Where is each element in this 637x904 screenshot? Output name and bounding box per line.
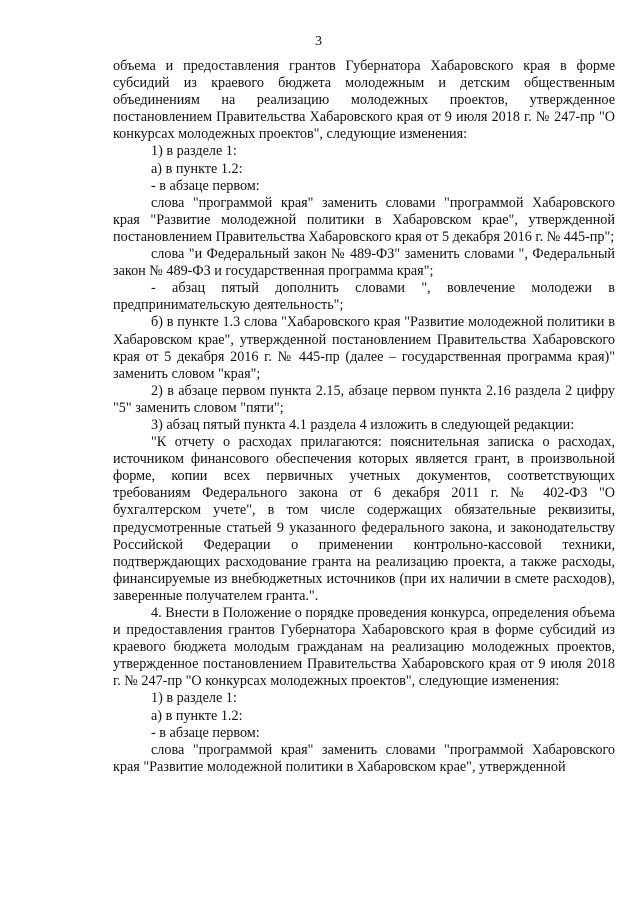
- paragraph: слова "программой края" заменить словами "программой Хабаровского края "Развитие молодежной политики в Хабаровском крае", утвержденной: [113, 741, 615, 775]
- paragraph: а) в пункте 1.2:: [151, 707, 243, 724]
- paragraph: - в абзаце первом:: [151, 724, 260, 741]
- paragraph: слова "и Федеральный закон № 489-ФЗ" заменить словами ", Федеральный закон № 489-ФЗ и государственная программа края";: [113, 246, 615, 280]
- page-number: 3: [315, 34, 322, 49]
- document-body: [113, 58, 615, 776]
- paragraph: 1) в разделе 1:: [151, 143, 237, 160]
- paragraph: объема и предоставления грантов Губернатора Хабаровского края в форме субсидий из краевого бюджета молодежным и детским общественным объединениям на реализацию молодежных проектов, утвержденное постановлением Правительства Хабаровского края от 9 июля 2018 г. № 247-пр "О конкурсах молодежных проектов", следующие изменения:: [113, 58, 615, 143]
- paragraph: - абзац пятый дополнить словами ", вовлечение молодежи в предпринимательскую деятельность";: [113, 280, 615, 314]
- paragraph: слова "программой края" заменить словами "программой Хабаровского края "Развитие молодежной политики в Хабаровском крае", утвержденной постановлением Правительства Хабаровского края от 5 декабря 2016 г. № 445-пр";: [113, 194, 615, 245]
- paragraph: 3) абзац пятый пункта 4.1 раздела 4 изложить в следующей редакции:: [151, 416, 575, 433]
- paragraph: - в абзаце первом:: [151, 177, 260, 194]
- paragraph: 1) в разделе 1:: [151, 690, 237, 707]
- paragraph: 4. Внести в Положение о порядке проведения конкурса, определения объема и предоставления грантов Губернатора Хабаровского края в форме субсидий из краевого бюджета молодым гражданам на реализацию молодежных проектов, утвержденное постановлением Правительства Хабаровского края от 9 июля 2018 г. № 247-пр "О конкурсах молодежных проектов", следующие изменения:: [113, 605, 615, 690]
- paragraph: "К отчету о расходах прилагаются: пояснительная записка о расходах, источником финансового обеспечения которых является грант, в произвольной форме, копии всех первичных учетных документов, соответствующих требованиям Федерального закона от 6 декабря 2011 г. № 402-ФЗ "О бухгалтерском учете", в том числе содержащих обязательные реквизиты, предусмотренные статьей 9 указанного федерального закона, и законодательству Российской Федерации о применении контрольно-кассовой техники, подтверждающих расходование гранта на реализацию проекта, а также расходы, финансируемые из внебюджетных источников (при их наличии в смете расходов), заверенные получателем гранта.".: [113, 434, 615, 604]
- paragraph: 2) в абзаце первом пункта 2.15, абзаце первом пункта 2.16 раздела 2 цифру "5" заменить словом "пяти";: [113, 382, 615, 416]
- paragraph: б) в пункте 1.3 слова "Хабаровского края "Развитие молодежной политики в Хабаровском крае", утвержденной постановлением Правительства Хабаровского края от 5 декабря 2016 г. № 445-пр (далее – государственная программа края)" заменить словом "края";: [113, 314, 615, 382]
- paragraph: а) в пункте 1.2:: [151, 160, 243, 177]
